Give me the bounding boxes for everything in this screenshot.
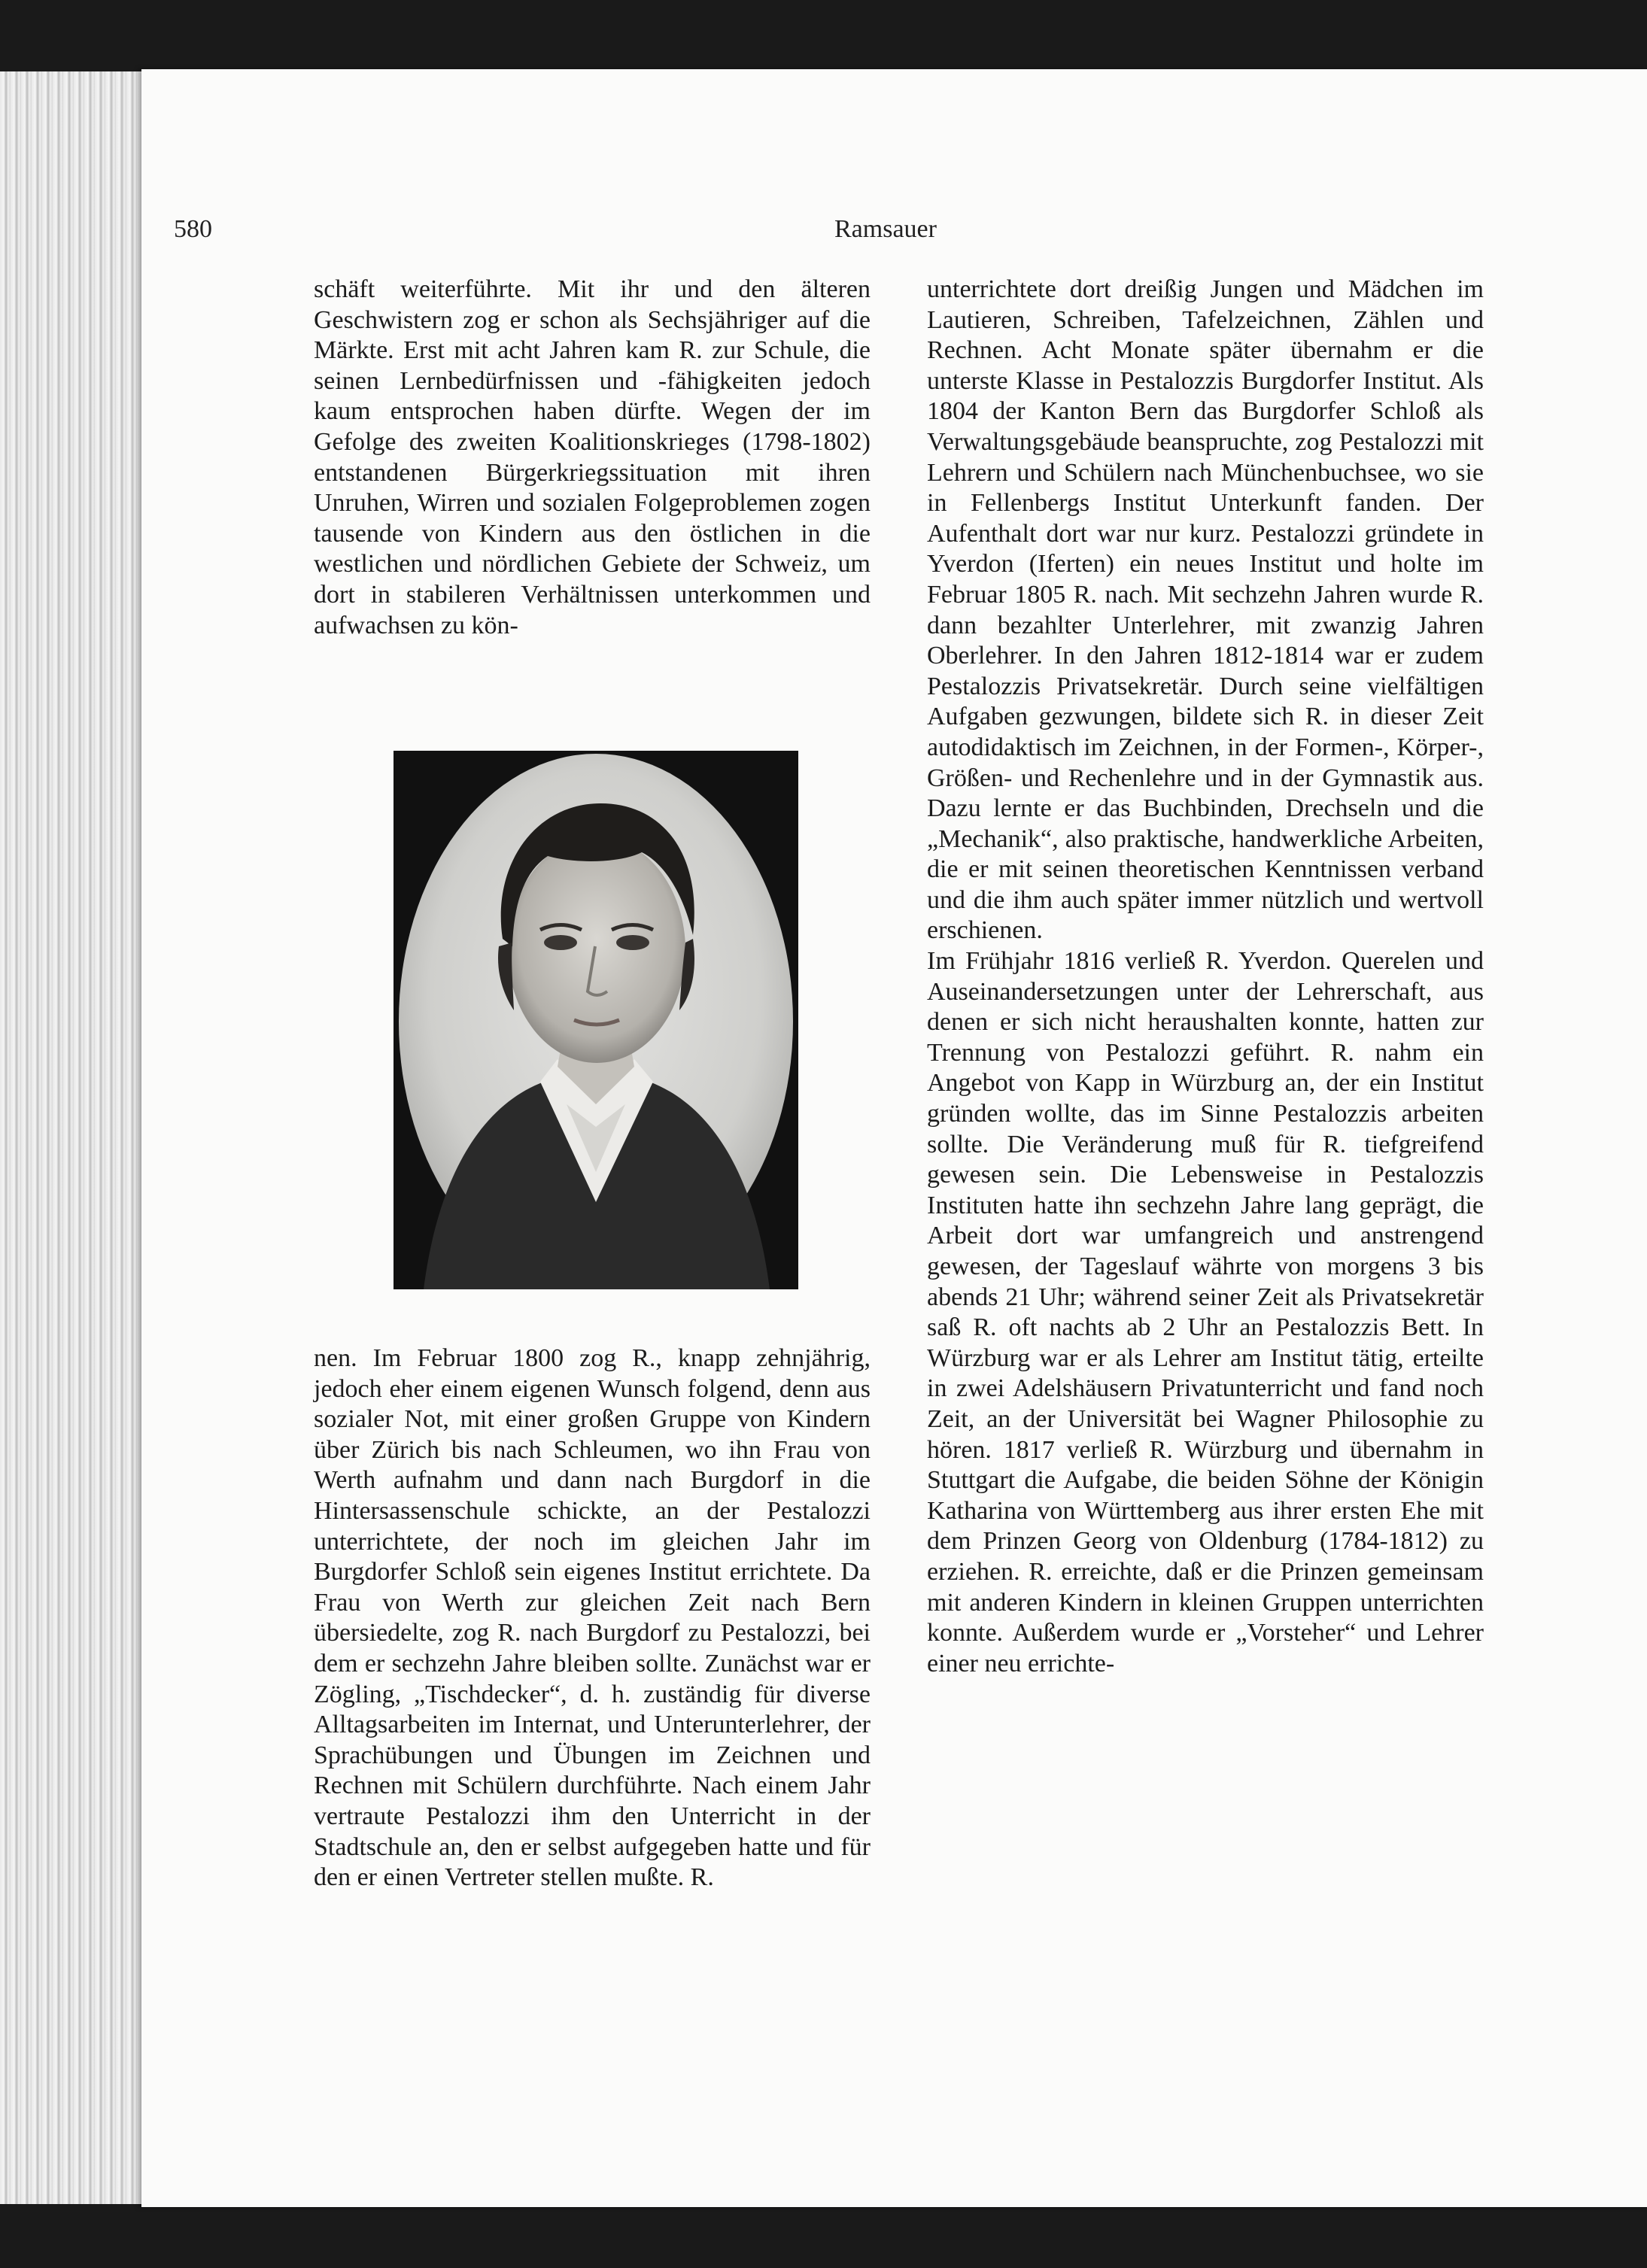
portrait-figure (394, 751, 798, 1289)
book-page-edges (0, 71, 150, 2204)
right-column (927, 275, 1484, 2027)
left-column-bottom-text: nen. Im Februar 1800 zog R., knapp zehnjährig, jedoch eher einem eigenen Wunsch folgend, denn aus sozialer Not, mit einer großen Gruppe von Kindern über Zürich bis nach Schleumen, wo ihn Frau von Werth aufnahm und dann nach Burgdorf in die Hintersassenschule schickte, an der Pestalozzi unterrichtete, der noch im gleichen Jahr im Burgdorfer Schloß sein eigenes Institut errichtete. Da Frau von Werth zur gleichen Zeit nach Bern übersiedelte, zog R. nach Burgdorf zu Pestalozzi, bei dem er sechzehn Jahre bleiben sollte. Zunächst war er Zögling, „Tischdecker“, d. h. zuständig für diverse Alltagsarbeiten im Internat, und Unterunterlehrer, der Sprachübungen und Übungen im Zeichnen und Rechnen mit Schülern durchführte. Nach einem Jahr vertraute Pestalozzi ihm den Unterricht in der Stadtschule an, den er selbst aufgegeben hatte und für den er einen Vertreter stellen mußte. R. (314, 1344, 871, 1892)
page-number: 580 (174, 215, 212, 243)
left-column-bottom (314, 1343, 871, 2021)
portrait-engraving-icon (394, 751, 798, 1289)
right-column-paragraph-2: Im Frühjahr 1816 verließ R. Yverdon. Querelen und Auseinandersetzungen unter der Lehrerschaft, aus denen er sich nicht heraushalten konnte, hatten zur Trennung von Pestalozzi geführt. R. nahm ein Angebot von Kapp in Würzburg an, der ein Institut gründen wollte, das im Sinne Pestalozzis arbeiten sollte. Die Veränderung muß für R. tiefgreifend gewesen sein. Die Lebensweise in Pestalozzis Instituten hatte ihn sechzehn Jahre lang geprägt, die Arbeit dort war umfangreich und anstrengend gewesen, der Tageslauf währte von morgens 3 bis abends 21 Uhr; während seiner Zeit als Privatsekretär saß R. oft nachts ab 2 Uhr an Pestalozzis Bett. In Würzburg war er als Lehrer am Institut tätig, erteilte in zwei Adelshäusern Privatunterricht und fand noch Zeit, an der Universität bei Wagner Philosophie zu hören. 1817 verließ R. Würzburg und übernahm in Stuttgart die Aufgabe, die beiden Söhne der Königin Katharina von Württemberg aus ihrer ersten Ehe mit dem Prinzen Georg von Oldenburg (1784-1812) zu erziehen. R. erreichte, daß er die Prinzen gemeinsam mit anderen Kindern in kleinen Gruppen unterrichten konnte. Außerdem wurde er „Vorsteher“ und Lehrer einer neu errichte- (927, 947, 1484, 1677)
right-column-paragraph-1: unterrichtete dort dreißig Jungen und Mädchen im Lautieren, Schreiben, Tafelzeichnen, Zählen und Rechnen. Acht Monate später übernahm er die unterste Klasse in Pestalozzis Burgdorfer Institut. Als 1804 der Kanton Bern das Burgdorfer Schloß als Verwaltungsgebäude beanspruchte, zog Pestalozzi mit Lehrern und Schülern nach Münchenbuchsee, wo sie in Fellenbergs Institut Unterkunft fanden. Der Aufenthalt dort war nur kurz. Pestalozzi gründete in Yverdon (Iferten) ein neues Institut und holte im Februar 1805 R. nach. Mit sechzehn Jahren wurde R. dann bezahlter Unterlehrer, mit zwanzig Jahren Oberlehrer. In den Jahren 1812-1814 war er zudem Pestalozzis Privatsekretär. Durch seine vielfältigen Aufgaben gezwungen, bildete sich R. in dieser Zeit autodidaktisch im Zeichnen, in der Formen-, Körper-, Größen- und Rechenlehre und in der Gymnastik aus. Dazu lernte er das Buchbinden, Drechseln und die „Mechanik“, also praktische, handwerkliche Arbeiten, die er mit seinen theoretischen Kenntnissen verband und die ihm auch später immer nützlich und wertvoll erschienen. (927, 275, 1484, 945)
running-title: Ramsauer (834, 215, 937, 243)
left-column-top-text: schäft weiterführte. Mit ihr und den älteren Geschwistern zog er schon als Sechsjähriger auf die Märkte. Erst mit acht Jahren kam R. zur Schule, die seinen Lernbedürfnissen und -fähigkeiten jedoch kaum entsprochen haben dürfte. Wegen der im Gefolge des zweiten Koalitionskrieges (1798-1802) entstandenen Bürgerkriegssituation mit ihren Unruhen, Wirren und sozialen Folgeproblemen zogen tausende von Kindern aus den östlichen in die westlichen und nördlichen Gebiete der Schweiz, um dort in stabileren Verhältnissen unterkommen und aufwachsen zu kön- (314, 275, 871, 639)
left-column-top (314, 275, 871, 703)
